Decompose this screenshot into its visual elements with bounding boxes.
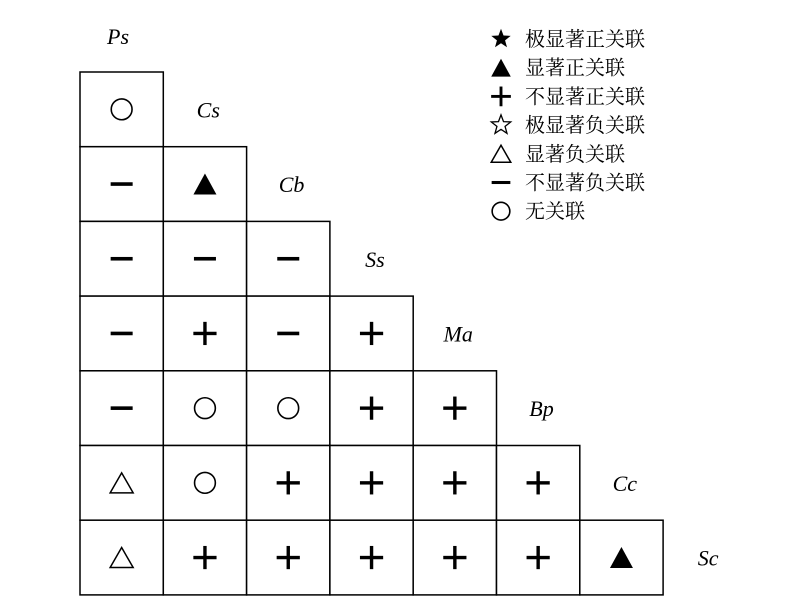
circle-open-icon xyxy=(492,202,510,220)
matrix-cell xyxy=(163,520,246,595)
matrix-cell xyxy=(163,446,246,521)
matrix-cell xyxy=(247,520,330,595)
species-label: Ss xyxy=(365,246,385,272)
plus-icon xyxy=(491,87,511,107)
minus-symbol xyxy=(111,332,133,336)
species-label: Bp xyxy=(529,396,554,422)
legend-label: 无关联 xyxy=(525,199,585,224)
matrix-cell xyxy=(247,296,330,371)
minus-symbol xyxy=(111,406,133,410)
matrix-cell xyxy=(247,371,330,446)
matrix-cell xyxy=(80,147,163,222)
minus-symbol xyxy=(194,257,216,261)
legend-label: 极显著负关联 xyxy=(525,113,645,138)
matrix-cell xyxy=(330,371,413,446)
legend-label: 不显著正关联 xyxy=(525,84,645,109)
minus-symbol xyxy=(277,257,299,261)
legend-label: 显著正关联 xyxy=(525,55,625,80)
matrix-cell xyxy=(80,221,163,296)
matrix-cell xyxy=(330,446,413,521)
matrix-cell xyxy=(413,520,496,595)
matrix-cell xyxy=(247,446,330,521)
matrix-cell xyxy=(247,221,330,296)
legend-label: 显著负关联 xyxy=(525,141,625,166)
legend-item xyxy=(491,84,645,108)
species-label: Sc xyxy=(697,545,719,571)
legend-label: 极显著正关联 xyxy=(525,27,645,51)
matrix-cell xyxy=(80,296,163,371)
matrix-cell xyxy=(163,296,246,371)
matrix-cell xyxy=(80,520,163,595)
triangle-open-icon xyxy=(491,145,511,162)
matrix-cell xyxy=(163,221,246,296)
matrix-cell xyxy=(413,446,496,521)
matrix-cell xyxy=(80,72,163,147)
species-label: Cb xyxy=(278,172,305,198)
triangle-filled-icon xyxy=(491,59,511,77)
star-open-icon xyxy=(491,115,510,133)
matrix-cell xyxy=(80,371,163,446)
matrix-cell xyxy=(163,147,246,222)
species-label: Ps xyxy=(107,24,129,49)
matrix-cell xyxy=(497,446,580,521)
species-label: Cc xyxy=(612,470,638,496)
matrix-cell xyxy=(413,371,496,446)
legend-item xyxy=(491,113,645,137)
matrix-cell xyxy=(330,520,413,595)
legend-item xyxy=(492,199,585,223)
matrix-cell xyxy=(80,446,163,521)
legend-item xyxy=(492,171,645,195)
minus-icon xyxy=(492,181,511,184)
legend-label: 不显著负关联 xyxy=(525,170,645,195)
legend-item xyxy=(491,142,625,166)
species-label: Ma xyxy=(443,321,473,347)
minus-symbol xyxy=(277,332,299,336)
legend-item xyxy=(491,56,625,80)
species-label: Cs xyxy=(196,97,220,123)
matrix-cell xyxy=(497,520,580,595)
minus-symbol xyxy=(111,182,133,186)
matrix-cell xyxy=(580,520,663,595)
minus-symbol xyxy=(111,257,133,261)
star-filled-icon xyxy=(491,29,510,47)
legend-item xyxy=(491,27,645,51)
matrix-cell xyxy=(163,371,246,446)
matrix-cell xyxy=(330,296,413,371)
legend xyxy=(491,27,645,223)
